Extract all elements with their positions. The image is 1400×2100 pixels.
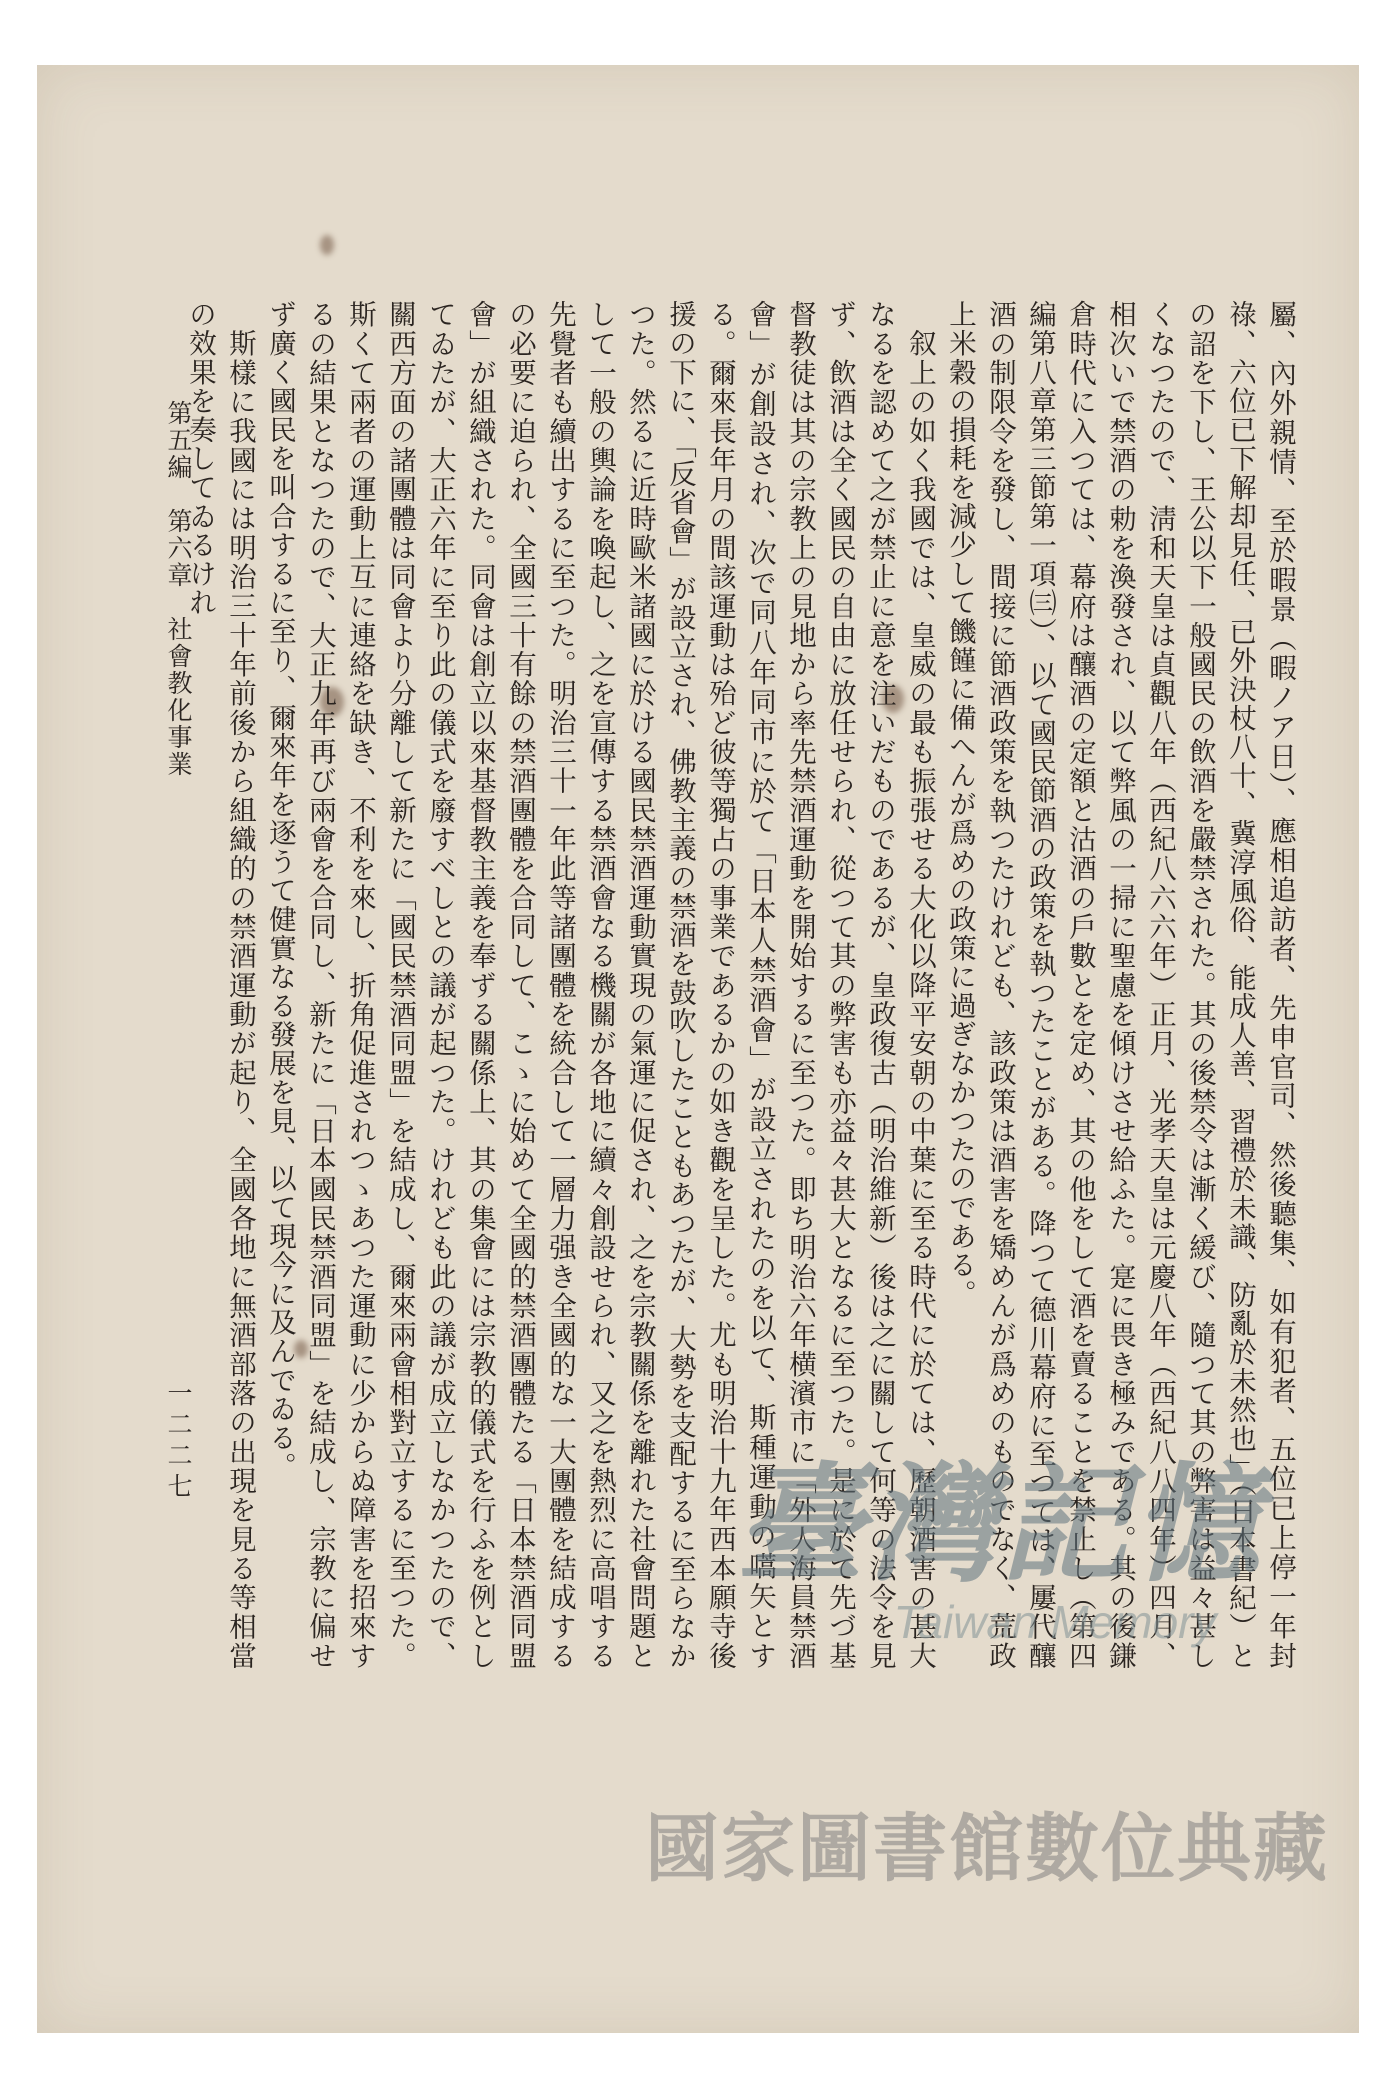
running-footer: 第五編 第六章 社會教化事業: [164, 400, 193, 778]
page-number: 一二二七: [164, 1380, 193, 1504]
paragraph: 斯樣に我國には明治三十年前後から組織的の禁酒運動が起り、全國各地に無酒部落の出現を見る等相當の效果を奏してゐるけれ: [184, 300, 256, 1670]
watermark-logo-english: Taiwan Memory: [893, 1596, 1217, 1648]
watermark-logo-text: 臺灣記憶: [735, 1450, 1264, 1600]
paragraph: 屬、內外親情、至於暇景（暇ノア日）、應相追訪者、先申官司、然後聽集、如有犯者、五位已上停一年封祿、六位已下解却見任、已外決杖八十、冀淳風俗、能成人善、習禮於未識、防亂於未然也」（日本書紀）との詔を下し、王公以下一般國民の飲酒を嚴禁された。其の後禁令は漸く緩び、隨つて其の弊害は益々甚しくなつたので、淸和天皇は貞觀八年（西紀八六六年）正月、光孝天皇は元慶八年（西紀八八四年）四月、相次いで禁酒の勅を渙發され、以て弊風の一掃に聖慮を傾けさせ給ふた。寔に畏き極みである。其の後鎌倉時代に入つては、幕府は釀酒の定額と沽酒の戶數とを定め、其の他をして酒を賣ることを禁止し（第四編第八章第三節第一項㈢）、以て國民節酒の政策を執つたことがある。降つて德川幕府に至つては、屢代釀酒の制限令を發し、間接に節酒政策を執つたけれども、該政策は酒害を矯めんが爲めのものでなく、荒政上米穀の損耗を減少して饑饉に備へんが爲めの政策に過ぎなかつたのである。: [944, 300, 1296, 1670]
library-watermark: 國家圖書館數位典藏: [645, 1806, 1329, 1892]
ink-stain: [320, 235, 334, 255]
taiwan-memory-watermark: [700, 1445, 1300, 1705]
paragraph: 叙上の如く我國では、皇威の最も振張せる大化以降平安朝の中葉に至る時代に於ては、歷朝酒害の甚大なるを認めて之が禁止に意を注いだものであるが、皇政復古（明治維新）後は之に關して何等の法令を見ず、飲酒は全く國民の自由に放任せられ、從つて其の弊害も亦益々甚大となるに至つた。是に於て先づ基督教徒は其の宗教上の見地から率先禁酒運動を開始するに至つた。即ち明治六年横濱市に「外人海員禁酒會」が創設され、次で同八年同市に於て「日本人禁酒會」が設立されたのを以て、斯種運動の嚆矢とする。爾來長年月の間該運動は殆ど彼等獨占の事業であるかの如き觀を呈した。尤も明治十九年西本願寺後援の下に、「反省會」が設立され、佛教主義の禁酒を鼓吹したこともあつたが、大勢を支配するに至らなかつた。然るに近時歐米諸國に於ける國民禁酒運動實現の氣運に促され、之を宗教關係を離れた社會問題として一般の輿論を喚起し、之を宣傳する禁酒會なる機關が各地に續々創設せられ、又之を熱烈に高唱する先覺者も續出するに至つた。明治三十一年此等諸團體を統合して一層力强き全國的な一大團體を結成するの必要に迫られ、全國三十有餘の禁酒團體を合同して、こゝに始めて全國的禁酒團體たる「日本禁酒同盟會」が組織された。同會は創立以來基督教主義を奉ずる關係上、其の集會には宗教的儀式を行ふを例としてゐたが、大正六年に至り此の儀式を廢すべしとの議が起つた。けれども此の議が成立しなかつたので、關西方面の諸團體は同會より分離して新たに「國民禁酒同盟」を結成し、爾來兩會相對立するに至つた。斯くて兩者の運動上互に連絡を缺き、不利を來し、折角促進されつゝあつた運動に少からぬ障害を招來するの結果となつたので、大正九年再び兩會を合同し、新たに「日本國民禁酒同盟」を結成し、宗教に偏せず廣く國民を叫合するに至り、爾來年を逐うて健實なる發展を見、以て現今に及んでゐる。: [264, 300, 936, 1670]
